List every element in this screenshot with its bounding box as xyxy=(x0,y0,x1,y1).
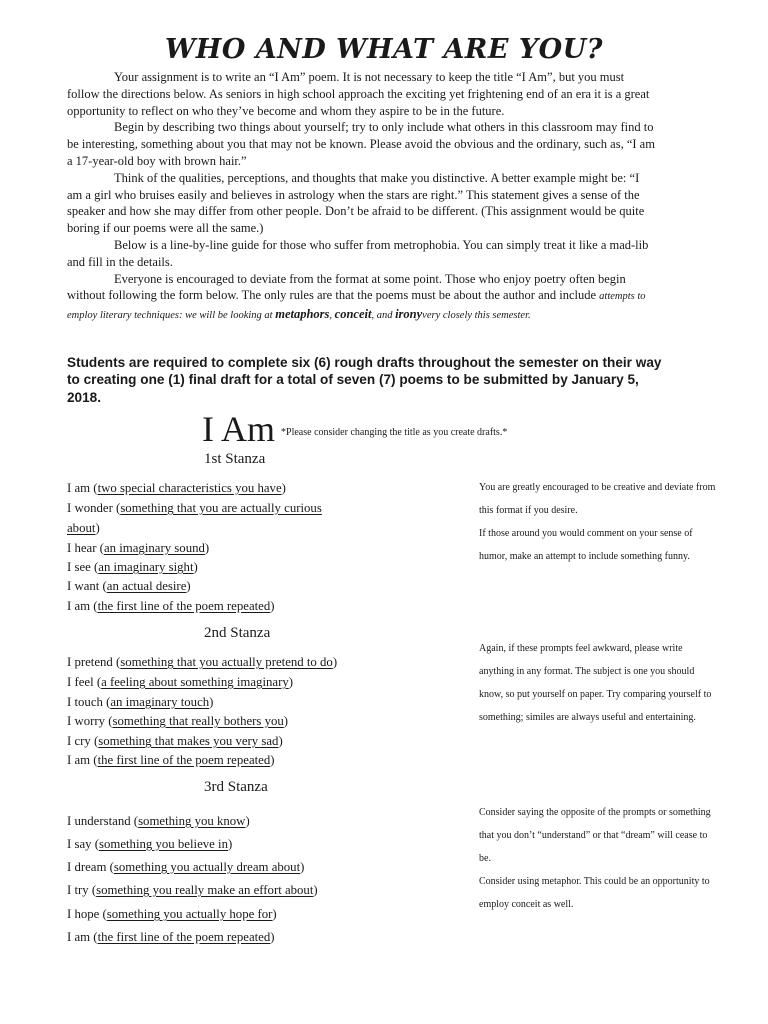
side-note-paragraph: You are greatly encouraged to be creative and deviate from this format if you desire. xyxy=(479,482,716,516)
prompt-lead: I touch ( xyxy=(67,695,111,709)
prompt-blank: something that really bothers you xyxy=(112,714,284,728)
prompt-tail: ) xyxy=(209,695,214,709)
prompt-lead: I am ( xyxy=(67,930,98,944)
poem-prompt-line xyxy=(67,598,275,614)
prompt-blank: something that you are actually curious xyxy=(120,501,322,515)
poem-prompt-line xyxy=(67,520,100,536)
prompt-tail: ) xyxy=(204,541,210,555)
prompt-blank: something that makes you very sad xyxy=(98,734,279,748)
intro-text-span: Everyone is encouraged to deviate from the format at some point. Those who enjoy poetry often begin without following the form below. The only rules are that the poems must be about the author and include xyxy=(67,271,626,303)
prompt-lead: I understand ( xyxy=(67,814,139,828)
prompt-tail: ) xyxy=(300,860,305,874)
prompt-tail: ) xyxy=(332,655,338,669)
prompt-lead: I want ( xyxy=(67,579,107,593)
side-note-paragraph: If those around you would comment on your sense of humor, make an attempt to include something funny. xyxy=(479,528,693,562)
literary-techniques-phrase: attempts to employ literary techniques: we will be looking at xyxy=(67,291,646,322)
prompt-tail: ) xyxy=(283,714,289,728)
prompt-lead: I dream ( xyxy=(67,860,114,874)
poem-title-note: *Please consider changing the title as you create drafts.* xyxy=(281,427,508,438)
intro-paragraph: Think of the qualities, perceptions, and thoughts that make you distinctive. A better example might be: “I am a girl who bruises easily and believes in astrology when the stars are right.” This statement gives a sense of the speaker and how she may differ from other people. Don’t be afraid to be different. (This assignment would be quite boring if our poems were all the same.) xyxy=(67,170,645,236)
intro-paragraph: Begin by describing two things about yourself; try to only include what others in this classroom may find to be interesting, something about you that may not be known. Please avoid the obvious and the ordinary, such as, “I am a 17-year-old boy with brown hair.” xyxy=(67,120,655,168)
poem-prompt-line xyxy=(67,559,198,575)
prompt-blank: two special characteristics you have xyxy=(97,481,282,495)
prompt-lead: I cry ( xyxy=(67,734,99,748)
side-note-paragraph: Consider using metaphor. This could be an opportunity to employ conceit as well. xyxy=(479,876,710,910)
prompt-tail: ) xyxy=(193,560,198,574)
page-title: WHO AND WHAT ARE YOU? xyxy=(164,34,604,65)
prompt-tail: ) xyxy=(270,930,275,944)
prompt-blank: something you actually dream about xyxy=(113,860,301,874)
stanza-title: 2nd Stanza xyxy=(204,625,271,641)
poem-prompt-line xyxy=(67,813,250,829)
poem-prompt-line xyxy=(67,733,283,749)
separator-text: , xyxy=(329,310,335,322)
poem-prompt-line xyxy=(67,654,337,670)
prompt-blank: the first line of the poem repeated xyxy=(97,599,271,613)
prompt-blank: an imaginary touch xyxy=(110,695,210,709)
prompt-blank: about xyxy=(67,521,96,535)
prompt-blank: something that you actually pretend to do xyxy=(120,655,333,669)
prompt-blank: something you know xyxy=(138,814,246,828)
conceit-term: conceit xyxy=(334,307,372,322)
prompt-tail: ) xyxy=(245,814,250,828)
prompt-blank: the first line of the poem repeated xyxy=(97,930,271,944)
poem-title: I Am xyxy=(202,409,276,449)
prompt-lead: I try ( xyxy=(67,883,97,897)
stanza-title: 3rd Stanza xyxy=(204,779,268,795)
prompt-lead: I say ( xyxy=(67,837,99,851)
prompt-lead: I worry ( xyxy=(67,714,113,728)
prompt-lead: I am ( xyxy=(67,481,98,495)
poem-prompt-line xyxy=(67,859,304,875)
poem-prompt-line xyxy=(67,500,322,516)
stanza-title: 1st Stanza xyxy=(204,451,266,467)
prompt-blank: an imaginary sound xyxy=(103,541,205,555)
poem-prompt-line xyxy=(67,713,288,729)
metaphors-term: metaphors xyxy=(275,307,330,322)
separator-text: , and xyxy=(371,310,396,322)
prompt-tail: ) xyxy=(95,521,100,535)
prompt-tail: ) xyxy=(270,599,275,613)
intro-paragraph: Your assignment is to write an “I Am” poem. It is not necessary to keep the title “I Am”, but you must follow the directions below. As seniors in high school approach the exciting yet frightening end of an era it is a great opportunity to reflect on who they’ve become and whom they aspire to be in the future. xyxy=(67,70,650,118)
prompt-blank: an imaginary sight xyxy=(98,560,194,574)
side-note xyxy=(479,801,719,916)
prompt-lead: I am ( xyxy=(67,599,98,613)
prompt-tail: ) xyxy=(313,883,318,897)
prompt-lead: I feel ( xyxy=(67,675,102,689)
prompt-blank: something you really make an effort about xyxy=(96,883,314,897)
poem-prompt-line xyxy=(67,836,232,852)
prompt-tail: ) xyxy=(278,734,283,748)
side-note-paragraph: Again, if these prompts feel awkward, please write anything in any format. The subject is one you should know, so put yourself on paper. Try comparing yourself to something; similes are always useful and entertaining. xyxy=(479,643,712,723)
prompt-tail: ) xyxy=(281,481,286,495)
prompt-blank: an actual desire xyxy=(106,579,187,593)
prompt-lead: I pretend ( xyxy=(67,655,121,669)
intro-paragraph xyxy=(67,271,657,325)
deadline-notice: Students are required to complete six (6) rough drafts throughout the semester on their way to creating one (1) final draft for a total of seven (7) poems to be submitted by January 5, 2018. xyxy=(67,355,662,405)
intro-text xyxy=(67,69,657,325)
poem-prompt-line xyxy=(67,674,293,690)
prompt-blank: something you believe in xyxy=(98,837,228,851)
prompt-lead: I hope ( xyxy=(67,907,107,921)
irony-term: irony xyxy=(395,307,423,322)
poem-prompt-line xyxy=(67,578,191,594)
side-note xyxy=(479,637,719,729)
prompt-lead: I see ( xyxy=(67,560,99,574)
poem-prompt-line xyxy=(67,906,277,922)
poem-prompt-line xyxy=(67,480,286,496)
poem-prompt-line xyxy=(67,752,275,768)
poem-prompt-line xyxy=(67,882,318,898)
prompt-tail: ) xyxy=(186,579,191,593)
prompt-tail: ) xyxy=(270,753,275,767)
prompt-tail: ) xyxy=(228,837,233,851)
prompt-tail: ) xyxy=(272,907,277,921)
prompt-blank: the first line of the poem repeated xyxy=(97,753,271,767)
poem-prompt-line xyxy=(67,540,209,556)
side-note xyxy=(479,476,719,568)
prompt-blank: a feeling about something imaginary xyxy=(101,675,289,689)
prompt-lead: I hear ( xyxy=(67,541,104,555)
poem-prompt-line xyxy=(67,929,275,945)
prompt-tail: ) xyxy=(288,675,294,689)
side-note-paragraph: Consider saying the opposite of the prompts or something that you don’t “understand” or that “dream” will cease to be. xyxy=(479,807,711,864)
closing-phrase: very closely this semester. xyxy=(422,310,531,322)
intro-paragraph: Below is a line-by-line guide for those who suffer from metrophobia. You can simply treat it like a mad-lib and fill in the details. xyxy=(67,237,649,269)
prompt-lead: I wonder ( xyxy=(67,501,121,515)
poem-heading xyxy=(202,408,507,450)
prompt-lead: I am ( xyxy=(67,753,98,767)
prompt-blank: something you actually hope for xyxy=(106,907,273,921)
poem-prompt-line xyxy=(67,694,213,710)
